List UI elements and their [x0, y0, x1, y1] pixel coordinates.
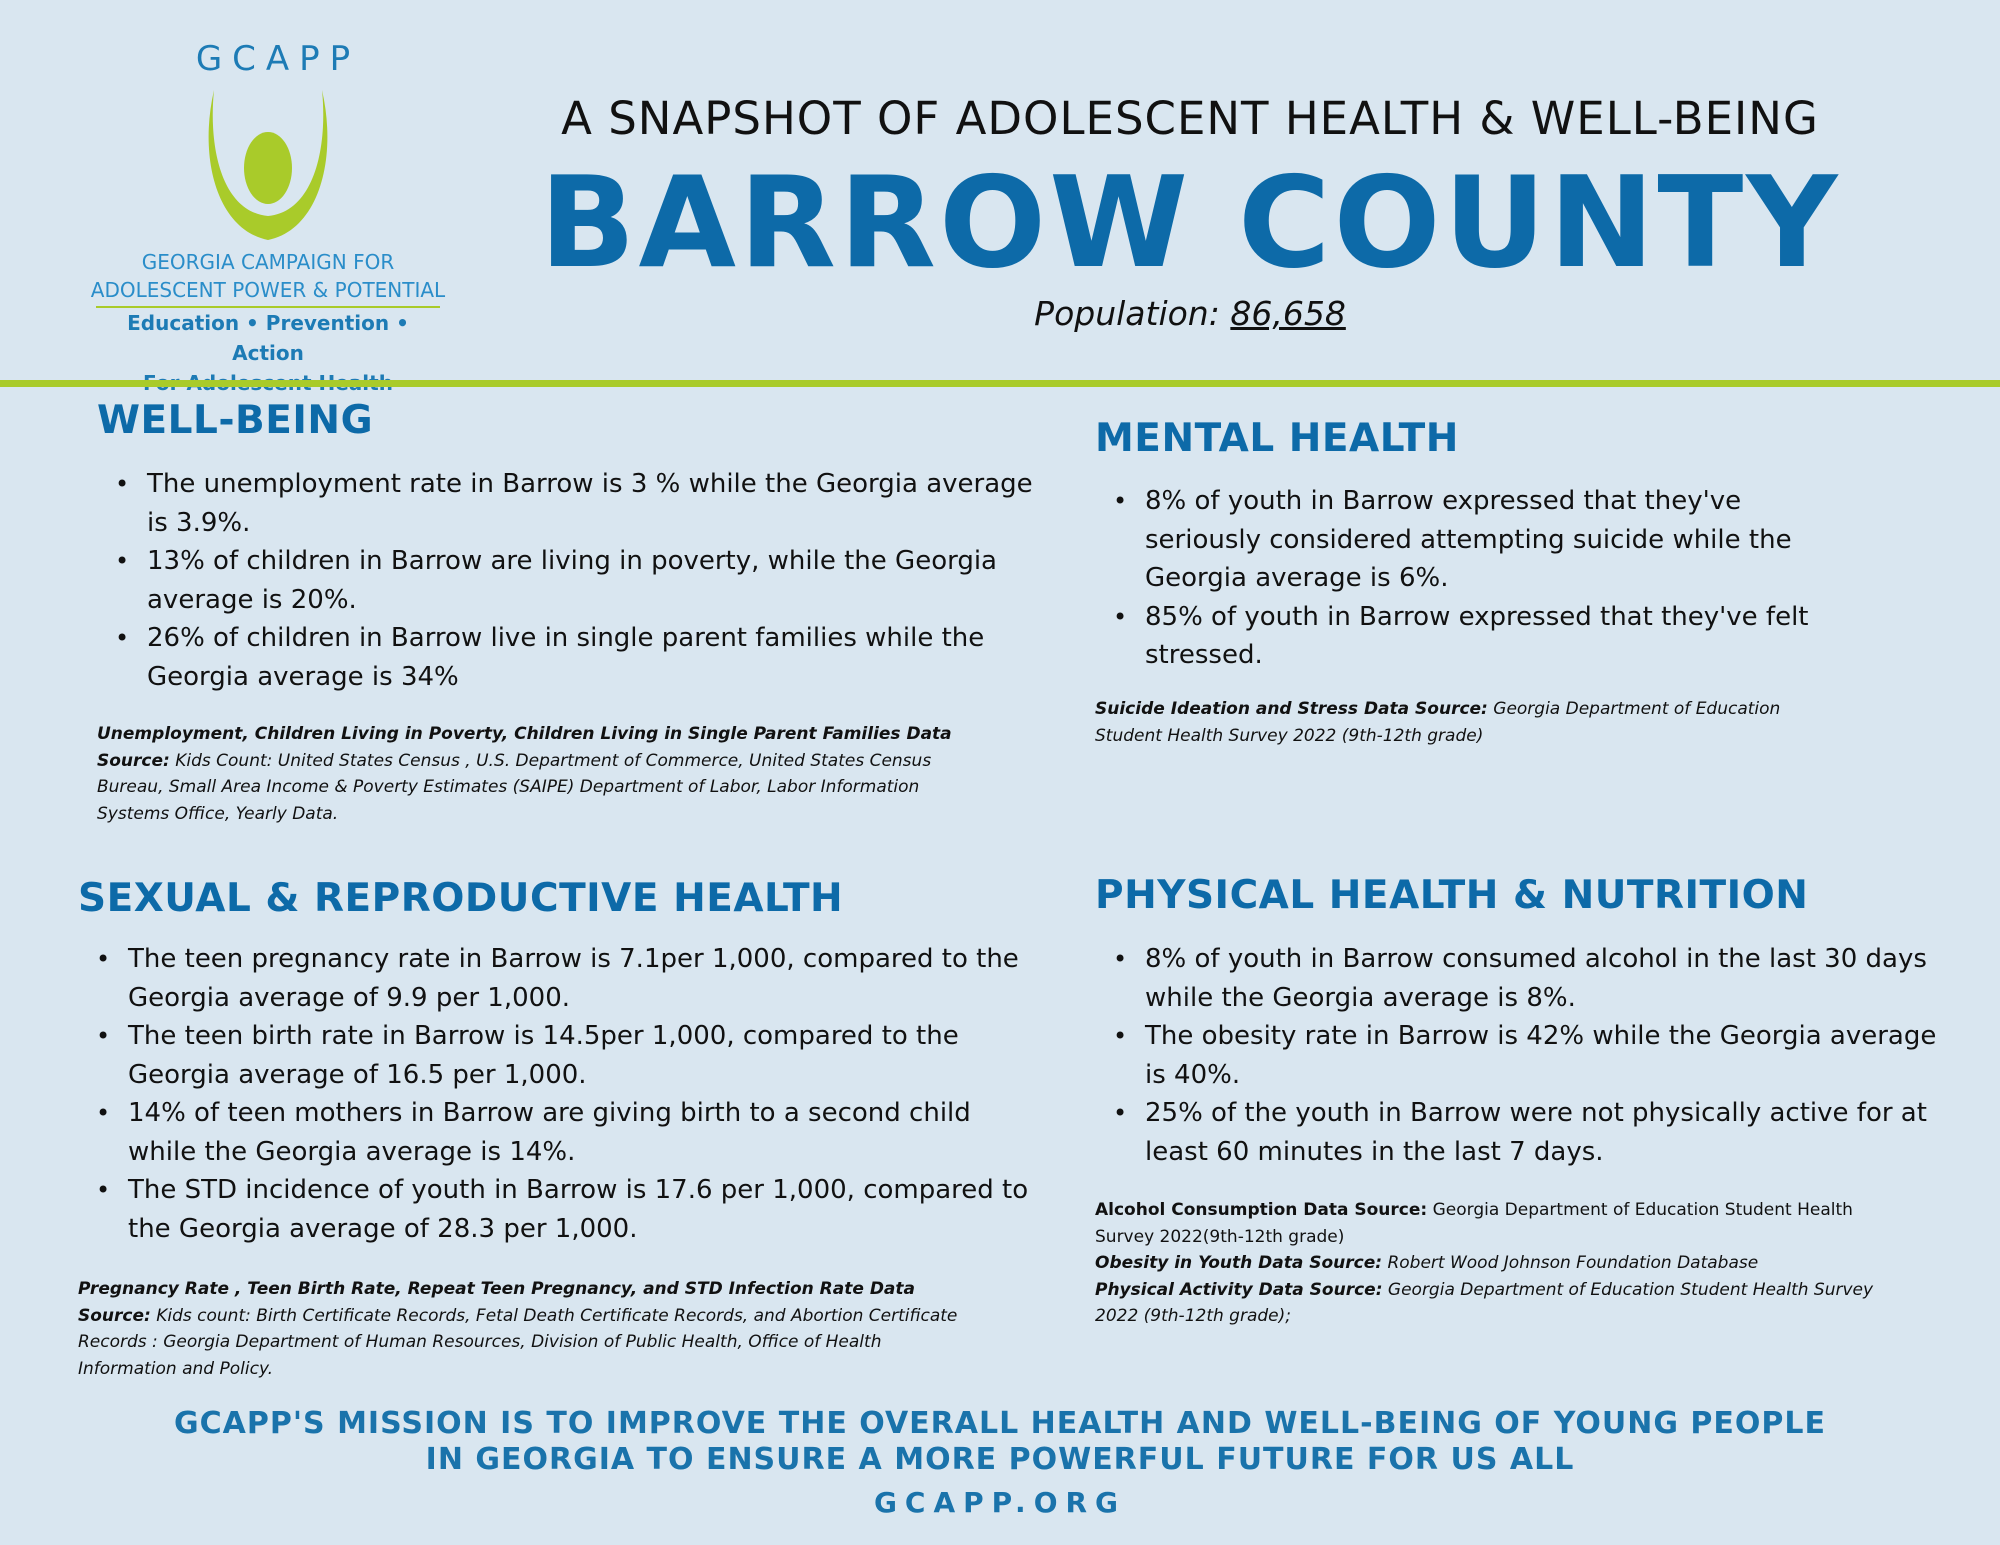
logo-org-name: GEORGIA CAMPAIGN FOR ADOLESCENT POWER & POTENTIAL: [90, 250, 446, 302]
list-item: • 8% of youth in Barrow consumed alcohol in the last 30 days while the Georgia average is 8%.: [1145, 940, 1945, 1017]
website-link[interactable]: GCAPP.ORG: [873, 1486, 1127, 1519]
sexual-title: SEXUAL & REPRODUCTIVE HEALTH: [78, 876, 844, 921]
obesity-source: Obesity in Youth Data Source: Robert Wood Johnson Foundation Database: [1095, 1253, 1759, 1273]
list-item: • 8% of youth in Barrow expressed that they've seriously considered attempting suicide while the Georgia average is 6%.: [1145, 482, 1865, 598]
page-subtitle: A SNAPSHOT OF ADOLESCENT HEALTH & WELL-BEING: [561, 92, 1819, 145]
wellbeing-source: Unemployment, Children Living in Poverty, Children Living in Single Parent Families Data Source: Kids Count: United States Census , U.S. Department of Commerce, United States Census Bureau, Small Area Income & Poverty Estimates (SAIPE) Department of Labor, Labor Information Systems Office, Yearly Data.: [97, 724, 952, 824]
list-item: • The STD incidence of youth in Barrow is 17.6 per 1,000, compared to the Georgia average of 28.3 per 1,000.: [128, 1171, 1038, 1248]
list-item: • 26% of children in Barrow live in single parent families while the Georgia average is 34%: [147, 619, 1047, 696]
physical-title: PHYSICAL HEALTH & NUTRITION: [1095, 873, 1809, 918]
gcapp-logo: [88, 30, 448, 370]
population-label: Population:: [1034, 294, 1220, 333]
sexual-list: [78, 940, 1038, 1248]
header-divider: [0, 380, 2000, 387]
wellbeing-list: [97, 465, 1047, 696]
list-item: • The teen pregnancy rate in Barrow is 7.1per 1,000, compared to the Georgia average of 9.9 per 1,000.: [128, 940, 1038, 1017]
list-item: • The unemployment rate in Barrow is 3 % while the Georgia average is 3.9%.: [147, 465, 1047, 542]
list-item: • 85% of youth in Barrow expressed that they've felt stressed.: [1145, 598, 1865, 675]
sexual-source: Pregnancy Rate , Teen Birth Rate, Repeat Teen Pregnancy, and STD Infection Rate Data Source: Kids count: Birth Certificate Records, Fetal Death Certificate Records, and Abortion Certificate Records : Georgia Department of Human Resources, Division of Public Health, Office of Health Information and Policy.: [78, 1279, 958, 1379]
alcohol-source: Alcohol Consumption Data Source: Georgia Department of Education Student Health Survey 2022(9th-12th grade): [1095, 1200, 1853, 1247]
logo-wordmark: GCAPP: [195, 39, 361, 79]
mental-title: MENTAL HEALTH: [1095, 416, 1459, 461]
mental-source: Suicide Ideation and Stress Data Source: Georgia Department of Education Student Health Survey 2022 (9th-12th grade): [1095, 699, 1781, 746]
physical-list: [1095, 940, 1945, 1171]
physical-sources: [1095, 1197, 1895, 1330]
list-item: • 13% of children in Barrow are living in poverty, while the Georgia average is 20%.: [147, 542, 1047, 619]
wellbeing-title: WELL-BEING: [97, 398, 374, 443]
activity-source: Physical Activity Data Source: Georgia Department of Education Student Health Survey 2022 (9th-12th grade);: [1095, 1279, 1874, 1326]
logo-figure-icon: [198, 80, 338, 250]
page-title: BARROW COUNTY: [539, 149, 1841, 296]
mental-list: [1095, 482, 1865, 675]
list-item: • The obesity rate in Barrow is 42% while the Georgia average is 40%.: [1145, 1017, 1945, 1094]
list-item: • 25% of the youth in Barrow were not physically active for at least 60 minutes in the last 7 days.: [1145, 1094, 1945, 1171]
population: [500, 294, 1880, 333]
list-item: • The teen birth rate in Barrow is 14.5per 1,000, compared to the Georgia average of 16.5 per 1,000.: [128, 1017, 1038, 1094]
logo-tagline: Education • Prevention • Action: [127, 311, 409, 365]
population-value: 86,658: [1230, 294, 1346, 333]
mission-statement: GCAPP'S MISSION IS TO IMPROVE THE OVERALL HEALTH AND WELL-BEING OF YOUNG PEOPLE IN GEORGIA TO ENSURE A MORE POWERFUL FUTURE FOR US ALL: [174, 1406, 1826, 1477]
list-item: • 14% of teen mothers in Barrow are giving birth to a second child while the Georgia average is 14%.: [128, 1094, 1038, 1171]
